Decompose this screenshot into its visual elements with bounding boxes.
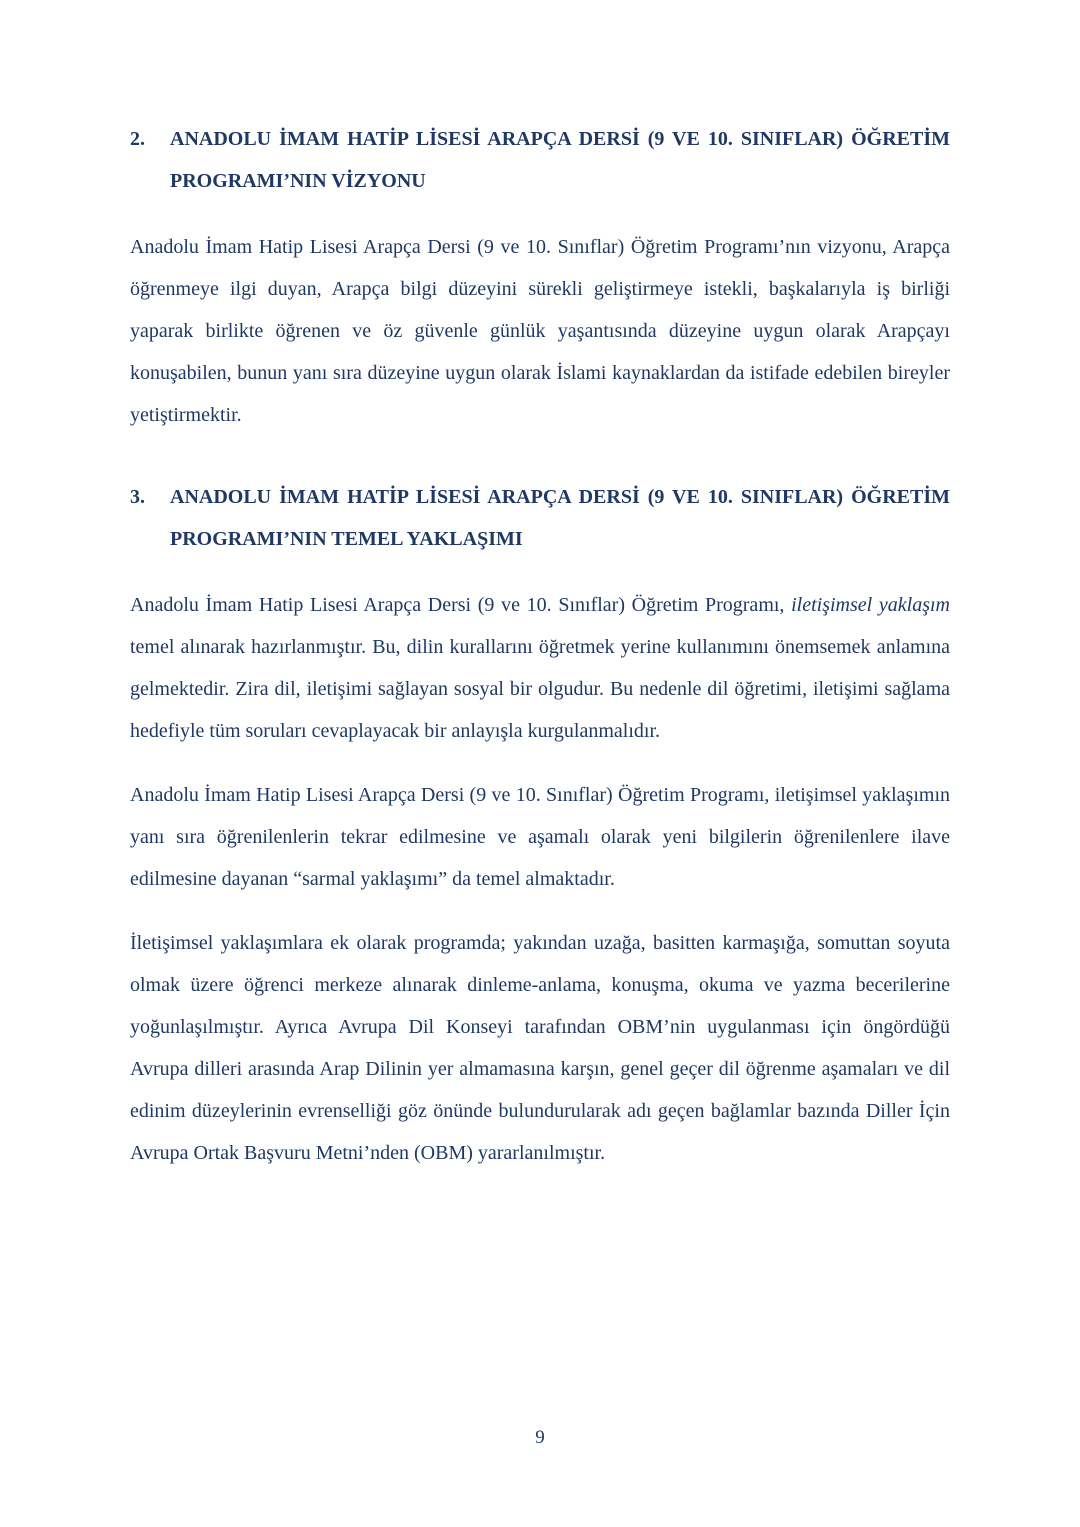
page-number: 9 xyxy=(535,1427,545,1448)
heading-number: 3. xyxy=(130,486,145,508)
heading-text: ANADOLU İMAM HATİP LİSESİ ARAPÇA DERSİ (9 VE 10. SINIFLAR) ÖĞRETİM PROGRAMI’NIN VİZYONU xyxy=(170,128,950,192)
section-vision xyxy=(130,118,950,436)
section-heading-approach xyxy=(130,476,950,560)
section-heading-vision xyxy=(130,118,950,202)
page-footer xyxy=(0,1427,1080,1449)
paragraph-spiral-approach: Anadolu İmam Hatip Lisesi Arapça Dersi (9 ve 10. Sınıflar) Öğretim Programı, iletişimsel yaklaşımın yanı sıra öğrenilenlerin tekrar edilmesine ve aşamalı olarak yeni bilgilerin öğrenilenlere ilave edilmesine dayanan “sarmal yaklaşımı” da temel almaktadır. xyxy=(130,784,950,890)
paragraph-vision: Anadolu İmam Hatip Lisesi Arapça Dersi (9 ve 10. Sınıflar) Öğretim Programı’nın vizyonu, Arapça öğrenmeye ilgi duyan, Arapça bilgi düzeyini sürekli geliştirmeye istekli, başkalarıyla iş birliği yaparak birlikte öğrenen ve öz güvenle günlük yaşantısında düzeyine uygun olarak Arapçayı konuşabilen, bunun yanı sıra düzeyine uygun olarak İslami kaynaklardan da istifade edebilen bireyler yetiştirmektir. xyxy=(130,236,950,426)
section-approach xyxy=(130,476,950,1174)
paragraph-text-before-italic: Anadolu İmam Hatip Lisesi Arapça Dersi (9 ve 10. Sınıflar) Öğretim Programı, xyxy=(130,594,792,616)
paragraph-cefr: İletişimsel yaklaşımlara ek olarak programda; yakından uzağa, basitten karmaşığa, somuttan soyuta olmak üzere öğrenci merkeze alınarak dinleme-anlama, konuşma, okuma ve yazma becerilerine yoğunlaşılmıştır. Ayrıca Avrupa Dil Konseyi tarafından OBM’nin uygulanması için öngördüğü Avrupa dilleri arasında Arap Dilinin yer almamasına karşın, genel geçer dil öğrenme aşamaları ve dil edinim düzeylerinin evrenselliği göz önünde bulundurularak adı geçen bağlamlar bazında Diller İçin Avrupa Ortak Başvuru Metni’nden (OBM) yararlanılmıştır. xyxy=(130,932,950,1164)
paragraph-text-after-italic: temel alınarak hazırlanmıştır. Bu, dilin kurallarını öğretmek yerine kullanımını önemsemek anlamına gelmektedir. Zira dil, iletişimi sağlayan sosyal bir olgudur. Bu nedenle dil öğretimi, iletişimi sağlama hedefiyle tüm soruları cevaplayacak bir anlayışla kurgulanmalıdır. xyxy=(130,636,950,742)
heading-text: ANADOLU İMAM HATİP LİSESİ ARAPÇA DERSİ (9 VE 10. SINIFLAR) ÖĞRETİM PROGRAMI’NIN TEMEL YAKLAŞIMI xyxy=(170,486,950,550)
paragraph-approach-intro xyxy=(130,584,950,752)
italic-term: iletişimsel yaklaşım xyxy=(791,594,950,616)
heading-number: 2. xyxy=(130,128,145,150)
